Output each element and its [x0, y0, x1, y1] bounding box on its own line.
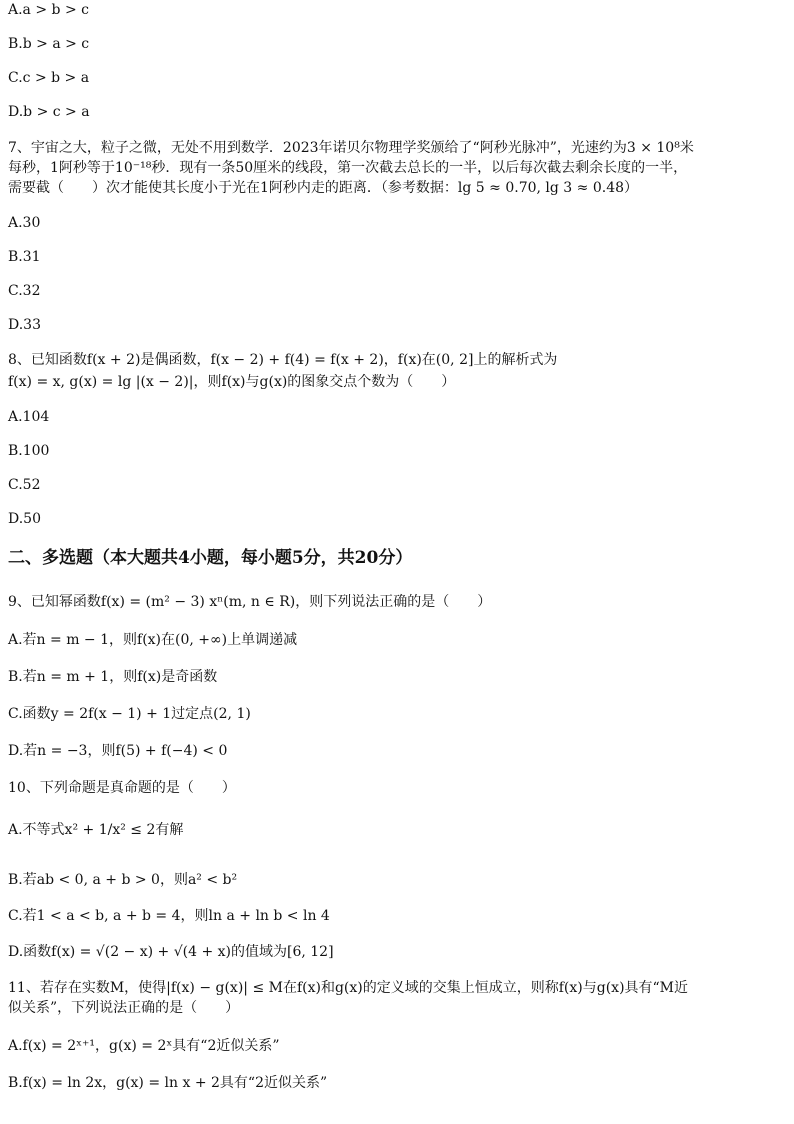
q6-option-d: D.b > c > a: [8, 104, 90, 120]
q7-option-c: C.32: [8, 283, 41, 299]
q7-option-a: A.30: [8, 215, 41, 231]
q6-option-b: B.b > a > c: [8, 36, 90, 52]
q6-option-c: C.c > b > a: [8, 70, 90, 86]
q8-option-d: D.50: [8, 511, 41, 527]
q7-stem-line-2: 每秒，1阿秒等于10⁻¹⁸秒．现有一条50厘米的线段，第一次截去总长的一半，以后每次截去剩余长度的一半，: [8, 160, 688, 176]
q7-option-b: B.31: [8, 249, 41, 265]
q10-option-b: B.若ab < 0, a + b > 0，则a² < b²: [8, 872, 238, 888]
q6-option-a: A.a > b > c: [8, 2, 89, 18]
q7-stem-line-1: 7、宇宙之大，粒子之微，无处不用到数学．2023年诺贝尔物理学奖颁给了“阿秒光脉冲”，光速约为3 × 10⁸米: [8, 140, 694, 156]
q9-stem: 9、已知幂函数f(x) = (m² − 3) xⁿ(m, n ∈ R)，则下列说法正确的是（ ）: [8, 594, 492, 610]
q11-option-a: A.f(x) = 2ˣ⁺¹，g(x) = 2ˣ具有“2近似关系”: [8, 1038, 280, 1054]
q11-stem-line-1: 11、若存在实数M，使得|f(x) − g(x)| ≤ M在f(x)和g(x)的定义域的交集上恒成立，则称f(x)与g(x)具有“M近: [8, 980, 689, 996]
q7-stem-line-3: 需要截（ ）次才能使其长度小于光在1阿秒内走的距离．（参考数据：lg 5 ≈ 0.70, lg 3 ≈ 0.48）: [8, 180, 639, 196]
q11-option-b: B.f(x) = ln 2x，g(x) = ln x + 2具有“2近似关系”: [8, 1075, 328, 1091]
q9-option-a: A.若n = m − 1，则f(x)在(0, +∞)上单调递减: [8, 632, 298, 648]
q9-option-c: C.函数y = 2f(x − 1) + 1过定点(2, 1): [8, 706, 251, 722]
q10-option-c: C.若1 < a < b, a + b = 4，则ln a + ln b < ln 4: [8, 908, 330, 924]
q10-stem: 10、下列命题是真命题的是（ ）: [8, 780, 236, 796]
q10-option-a: A.不等式x² + 1/x² ≤ 2有解: [8, 822, 184, 838]
q9-option-b: B.若n = m + 1，则f(x)是奇函数: [8, 669, 218, 685]
section-heading: 二、多选题（本大题共4小题，每小题5分，共20分）: [8, 548, 413, 568]
q9-option-d: D.若n = −3，则f(5) + f(−4) < 0: [8, 743, 228, 759]
q8-option-c: C.52: [8, 477, 41, 493]
q8-option-a: A.104: [8, 409, 50, 425]
q8-stem-line-1: 8、已知函数f(x + 2)是偶函数，f(x − 2) + f(4) = f(x + 2)，f(x)在(0, 2]上的解析式为: [8, 352, 558, 368]
q10-option-d: D.函数f(x) = √(2 − x) + √(4 + x)的值域为[6, 12]: [8, 944, 334, 960]
q11-stem-line-2: 似关系”，下列说法正确的是（ ）: [8, 1000, 240, 1016]
q7-option-d: D.33: [8, 317, 41, 333]
q8-option-b: B.100: [8, 443, 50, 459]
q8-stem-line-2: f(x) = x, g(x) = lg |(x − 2)|，则f(x)与g(x)的图象交点个数为（ ）: [8, 374, 456, 390]
